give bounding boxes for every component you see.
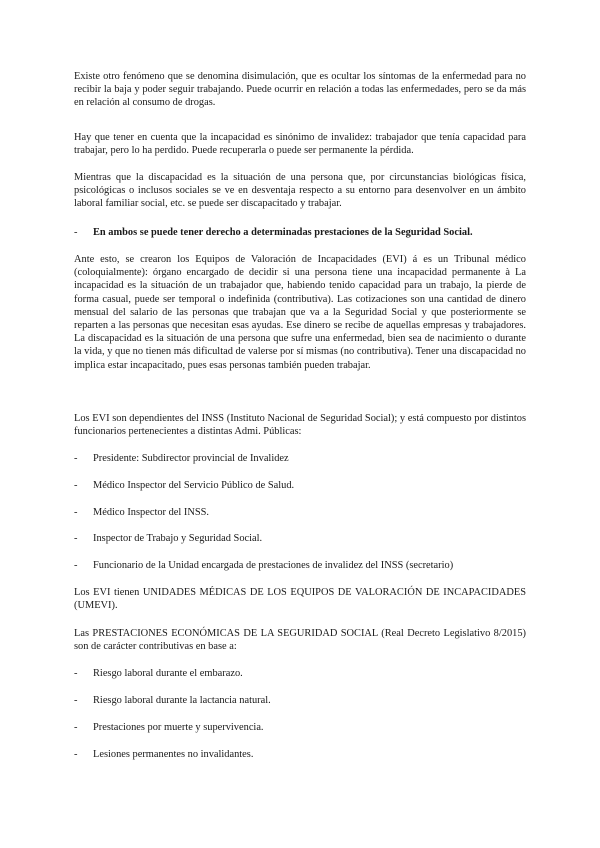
list-item-text: Médico Inspector del INSS. [93, 507, 210, 518]
list-item-text: Inspector de Trabajo y Seguridad Social. [93, 533, 263, 544]
list-dash: - [74, 749, 78, 760]
list-item-text: Riesgo laboral durante la lactancia natural. [93, 695, 271, 706]
list-item-text: Funcionario de la Unidad encargada de prestaciones de invalidez del INSS (secretario) [93, 560, 454, 571]
list-dash: - [74, 560, 78, 571]
paragraph-discapacidad: Mientras que la discapacidad es la situación de una persona que, por circunstancias biológicas física, psicológicas o inclusos sociales se ve en desventaja respecto a su entorno para desenvolver en un ámbito laboral familiar social, etc. se puede ser discapacitado y trabajar. [74, 172, 526, 210]
paragraph-evi-intro: Ante esto, se crearon los Equipos de Valoración de Incapacidades (EVI) á es un Tribunal médico (coloquialmente): órgano encargado de decidir si una persona tiene una incapacidad permanente à La incapacidad es la situación de un trabajador que, habiendo tenido capacidad para un trabajo, la pierde de forma casual, puede ser temporal o indefinida (contributiva). Las cotizaciones son una cantidad de dinero mensual del salario de las personas que trabajan que va a la Seguridad Social y que posteriormente se reparten a las personas que necesitan esas ayudas. Ese dinero se recibe de aquellas empresas y trabajadores. La discapacidad es la situación de una persona que sufre una enfermedad, bien sea de nacimiento o durante la vida, y que no tienen más dificultad de valerse por sí mismas (no contributiva). Tener una discapacidad no implica estar incapacitado, pues esas personas también pueden trabajar. [74, 254, 526, 371]
paragraph-disimulacion: Existe otro fenómeno que se denomina disimulación, que es ocultar los síntomas de la enfermedad para no recibir la baja y poder seguir trabajando. Puede ocurrir en relación a todas las enfermedades, pero se da más en relación al consumo de drogas. [74, 71, 526, 109]
list-dash: - [74, 722, 78, 733]
list-dash: - [74, 668, 78, 679]
list-item-text: Riesgo laboral durante el embarazo. [93, 668, 243, 679]
list-dash: - [74, 695, 78, 706]
list-dash: - [74, 453, 78, 464]
list-dash: - [74, 227, 78, 238]
paragraph-evi-inss: Los EVI son dependientes del INSS (Instituto Nacional de Seguridad Social); y está compuesto por distintos funcionarios pertenecientes a distintas Admi. Públicas: [74, 413, 526, 438]
list-dash: - [74, 507, 78, 518]
list-item-text: Médico Inspector del Servicio Público de Salud. [93, 480, 295, 491]
list-item-text: Presidente: Subdirector provincial de Invalidez [93, 453, 289, 464]
list-dash: - [74, 533, 78, 544]
list-dash: - [74, 480, 78, 491]
paragraph-umevi: Los EVI tienen UNIDADES MÉDICAS DE LOS EQUIPOS DE VALORACIÓN DE INCAPACIDADES (UMEVI). [74, 587, 526, 612]
paragraph-prestaciones: Las PRESTACIONES ECONÓMICAS DE LA SEGURIDAD SOCIAL (Real Decreto Legislativo 8/2015) son de carácter contributivas en base a: [74, 628, 526, 653]
list-item-text: Lesiones permanentes no invalidantes. [93, 749, 254, 760]
list-item-text: Prestaciones por muerte y supervivencia. [93, 722, 264, 733]
paragraph-incapacidad: Hay que tener en cuenta que la incapacidad es sinónimo de invalidez: trabajador que tenía capacidad para trabajar, pero lo ha perdido. Puede recuperarla o puede ser permanente la pérdida. [74, 132, 526, 157]
bold-statement: En ambos se puede tener derecho a determinadas prestaciones de la Seguridad Social. [93, 227, 473, 238]
